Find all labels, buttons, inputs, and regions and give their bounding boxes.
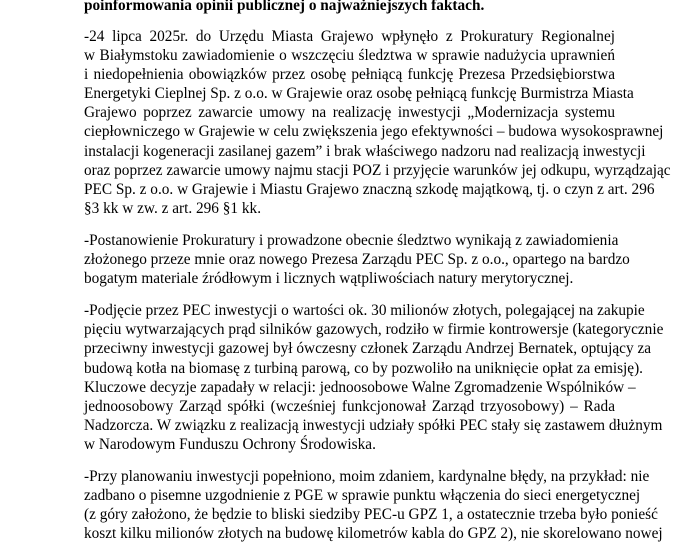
paragraph	[84, 301, 664, 454]
paragraph-line: Grajewo poprzez zawarcie umowy na realizację inwestycji „Modernizacja systemu	[84, 104, 615, 122]
paragraph	[84, 231, 630, 288]
paragraph-line: -Podjęcie przez PEC inwestycji o wartości ok. 30 milionów złotych, polegającej na zakupie	[84, 302, 645, 320]
paragraph	[84, 467, 663, 543]
paragraph-line: instalacji kogeneracji zasilanej gazem” i brak właściwego nadzoru nad realizacją inwestycji	[84, 142, 646, 160]
paragraph-line: -Przy planowaniu inwestycji popełniono, moim zdaniem, kardynalne błędy, na przykład: nie	[84, 467, 650, 485]
paragraph-line: jednoosobowy Zarząd spółki (wcześniej funkcjonował Zarząd trzyosobowy) – Rada	[84, 397, 615, 415]
paragraph-line: Energetyki Cieplnej Sp. z o.o. w Grajewie oraz osobę pełniącą funkcję Burmistrza Miasta	[84, 85, 634, 103]
paragraph-line: ciepłowniczego w Grajewie w celu zwiększenia jego efektywności – budowa wysokosprawnej	[84, 123, 664, 141]
document-body	[84, 27, 671, 556]
paragraph-line: (z góry założono, że będzie to bliski siedziby PEC-u GPZ 1, a ostatecznie trzeba było ponieść	[84, 506, 658, 524]
paragraph-line: budową kotła na biomasę z turbiną parową, co by pozwoliło na uniknięcie opłat za emisję).	[84, 359, 644, 377]
paragraph-line: -Postanowienie Prokuratury i prowadzone obecnie śledztwo wynikają z zawiadomienia	[84, 231, 619, 249]
previous-paragraph-fragment: poinformowania opinii publicznej o najważniejszych faktach.	[84, 0, 485, 14]
paragraph-line: Kluczowe decyzje zapadały w relacji: jednoosobowe Walne Zgromadzenie Wspólników –	[84, 378, 636, 396]
paragraph-line: w Białymstoku zawiadomienie o wszczęciu śledztwa w sprawie nadużycia uprawnień	[84, 47, 615, 65]
paragraph-line: w Narodowym Funduszu Ochrony Środowiska.	[84, 435, 376, 453]
paragraph-line: pięciu wytwarzających prąd silników gazowych, rodziło w firmie kontrowersje (kategorycznie	[84, 321, 664, 339]
paragraph-line: i niedopełnienia obowiązków przez osobę pełniącą funkcję Prezesa Przedsiębiorstwa	[84, 66, 615, 84]
paragraph-line: -24 lipca 2025r. do Urzędu Miasta Grajewo wpłynęło z Prokuratury Regionalnej	[84, 28, 615, 45]
paragraph-line: oraz poprzez zawarcie umowy najmu stacji POZ i przyjęcie warunków jej odkupu, wyrządzając	[84, 161, 671, 179]
paragraph-line: bogatym materiale źródłowym i licznych wątpliwościach natury merytorycznej.	[84, 270, 574, 288]
paragraph-line: §3 kk w zw. z art. 296 §1 kk.	[84, 199, 262, 217]
paragraph-line: koszt kilku milionów złotych na budowę kilometrów kabla do GPZ 2), nie skorelowano nowej	[84, 525, 663, 543]
paragraph-line: złożonego przeze mnie oraz nowego Prezesa Zarządu PEC Sp. z o.o., opartego na bardzo	[84, 251, 630, 269]
paragraph-line: zadbano o pisemne uzgodnienie z PGE w sprawie punktu włączenia do sieci energetycznej	[84, 487, 641, 505]
paragraph-line: przeciwny inwestycji gazowej był ówczesny członek Zarządu Andrzej Bernatek, optujący za	[84, 340, 652, 358]
paragraph-line: PEC Sp. z o.o. w Grajewie i Miastu Grajewo znaczną szkodę majątkową, tj. o czyn z art. 296	[84, 180, 655, 198]
paragraph-line: Nadzorcza. W związku z realizacją inwestycji udziały spółki PEC stały się zastawem dłużnym	[84, 416, 663, 434]
paragraph	[84, 27, 671, 218]
